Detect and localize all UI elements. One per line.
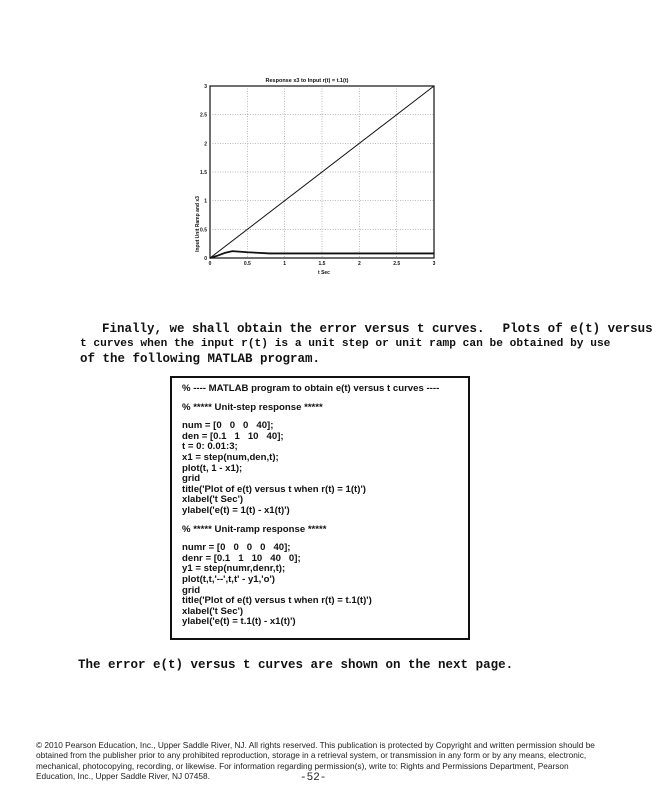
code-line: title('Plot of e(t) versus t when r(t) = t.1(t)') [182, 595, 372, 607]
paragraph-line-1b: Plots of e(t) versus [502, 322, 653, 336]
copyright-notice: © 2010 Pearson Education, Inc., Upper Saddle River, NJ. All rights reserved. This publication is protected by Copyright and written permission should be obtained from the publisher prior to any prohibited reproduction, storage in a retrieval system, or transmission in any form or by any means, electronic, mechanical, photocopying, recording, or likewise. For information regarding permission(s), write to: Rights and Permissions Department, Pearson Education, Inc., Upper Saddle River, NJ 07458. [36, 740, 595, 782]
code-line: t = 0: 0.01:3; [182, 441, 238, 453]
code-line: den = [0.1 1 10 40]; [182, 430, 284, 442]
code-line: denr = [0.1 1 10 40 0]; [182, 552, 301, 564]
code-line: grid [182, 473, 201, 485]
x-tick-label: 2.5 [393, 261, 401, 267]
intro-paragraph [80, 322, 653, 367]
y-tick-label: 2.5 [200, 112, 207, 119]
code-line: ylabel('e(t) = t.1(t) - x1(t)') [182, 616, 296, 628]
page-number: -52- [300, 772, 327, 784]
code-line: num = [0 0 0 40]; [182, 420, 274, 432]
code-line: plot(t, 1 - x1); [182, 462, 243, 474]
x-tick-label: 3 [432, 261, 436, 267]
x-tick-label: 2 [357, 261, 361, 267]
code-line: numr = [0 0 0 0 40]; [182, 542, 291, 554]
y-tick-label: 1.5 [200, 170, 207, 176]
paragraph-line-1a: Finally, we shall obtain the error versus t curves. [102, 322, 485, 336]
x-tick-label: 1.5 [318, 261, 326, 267]
code-ramp-block [182, 543, 458, 628]
code-line: xlabel('t Sec') [182, 605, 244, 617]
code-step-block [182, 421, 458, 516]
y-tick-label: 2 [204, 141, 207, 148]
code-line: title('Plot of e(t) versus t when r(t) = 1(t)') [182, 483, 366, 495]
chart-title: Response x3 to Input r(t) = t.1(t) [265, 78, 349, 84]
paragraph-line-1 [80, 322, 653, 337]
y-tick-label: 1 [204, 198, 207, 205]
code-step-comment: % ***** Unit-step response ***** [182, 401, 323, 413]
code-line: x1 = step(num,den,t); [182, 451, 279, 463]
code-line: plot(t,t,'--',t,t' - y1,'o') [182, 573, 275, 585]
code-ramp-comment: % ***** Unit-ramp response ***** [182, 523, 327, 535]
response-chart [190, 74, 450, 279]
x-tick-label: 1 [283, 261, 287, 267]
code-line: ylabel('e(t) = 1(t) - x1(t)') [182, 504, 290, 516]
chart-ylabel: Input Unit Ramp and x3 [195, 196, 201, 252]
paragraph-line-2: t curves when the input r(t) is a unit step or unit ramp can be obtained by use [80, 338, 611, 350]
matlab-code-box [170, 376, 470, 640]
y-tick-label: 0.5 [200, 227, 207, 234]
code-line: grid [182, 584, 201, 596]
paragraph-line-3: of the following MATLAB program. [80, 352, 321, 366]
code-line: y1 = step(numr,denr,t); [182, 563, 286, 575]
y-tick-label: 3 [204, 84, 207, 90]
chart-xlabel: t Sec [318, 270, 330, 276]
y-tick-label: 0 [204, 256, 207, 262]
closing-sentence: The error e(t) versus t curves are shown on the next page. [78, 658, 514, 672]
code-line: xlabel('t Sec') [182, 494, 244, 506]
code-header: % ---- MATLAB program to obtain e(t) versus t curves ---- [182, 383, 440, 394]
x-tick-label: 0 [208, 261, 212, 267]
x-tick-label: 0.5 [243, 261, 251, 267]
